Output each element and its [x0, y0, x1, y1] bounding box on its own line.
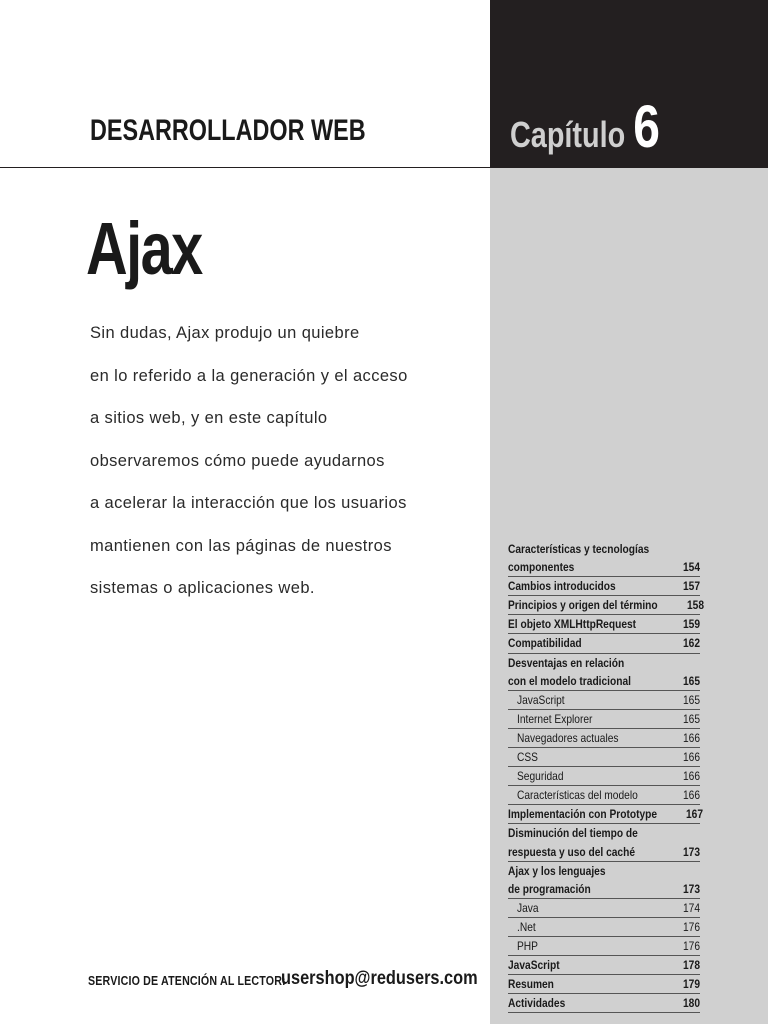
toc-entry-row — [508, 843, 700, 861]
chapter-intro — [90, 312, 470, 610]
toc-entry — [508, 691, 700, 710]
toc-entry-page: 176 — [682, 938, 700, 953]
toc-entry-text: Cambios introducidos — [508, 579, 616, 594]
toc-entry — [508, 729, 700, 748]
toc-entry-text: Características y tecnologías — [508, 542, 650, 556]
toc-entry-row — [517, 937, 700, 955]
toc-entry-row — [517, 729, 700, 747]
toc-entry-text: Desventajas en relación — [508, 655, 625, 670]
toc-entry-page: 166 — [682, 769, 700, 784]
toc-entry-text: Resumen — [508, 977, 554, 992]
toc-entry — [508, 805, 704, 824]
intro-line: a sitios web, y en este capítulo — [90, 409, 328, 427]
intro-line: sistemas o aplicaciones web. — [90, 579, 315, 597]
intro-line: mantienen con las páginas de nuestros — [90, 536, 392, 555]
toc-entry-page: 178 — [682, 958, 700, 973]
toc-entry-row — [508, 577, 700, 595]
toc-entry-row — [517, 899, 700, 917]
toc-entry-row — [517, 767, 700, 785]
toc-entry — [508, 937, 700, 956]
toc-entry-text: PHP — [517, 938, 538, 953]
toc-entry-row — [508, 975, 700, 993]
footer-label: SERVICIO DE ATENCIÓN AL LECTOR: — [88, 973, 286, 988]
toc-entry-page: 165 — [682, 673, 700, 688]
toc-entry-page: 162 — [682, 636, 700, 651]
toc-entry-text: Principios y origen del término — [508, 598, 658, 613]
table-of-contents — [508, 540, 705, 1013]
toc-entry-text: Características del modelo — [517, 788, 638, 803]
toc-entry-row — [508, 672, 700, 690]
toc-entry-text: CSS — [517, 750, 538, 765]
toc-entry-row — [508, 654, 700, 672]
toc-entry-row — [508, 540, 700, 558]
toc-entry-page: 174 — [682, 900, 700, 915]
toc-entry-text: respuesta y uso del caché — [508, 844, 635, 859]
toc-entry-page: 173 — [682, 881, 700, 896]
toc-entry — [508, 824, 700, 861]
toc-entry-row — [508, 862, 700, 880]
toc-entry — [508, 615, 700, 634]
toc-entry-text: Internet Explorer — [517, 711, 593, 726]
chapter-title: Ajax — [86, 207, 202, 290]
intro-line: en lo referido a la generación y el acceso — [90, 366, 408, 385]
toc-entry-text: Disminución del tiempo de — [508, 826, 638, 841]
reader-service-footer — [88, 968, 478, 990]
toc-entry-row — [508, 956, 700, 974]
toc-entry-text: componentes — [508, 560, 575, 575]
toc-entry — [508, 577, 700, 596]
toc-entry-page: 154 — [682, 560, 700, 575]
toc-entry-row — [508, 558, 700, 576]
toc-entry — [508, 956, 700, 975]
toc-entry-page: 158 — [687, 598, 705, 613]
toc-entry-row — [517, 691, 700, 709]
toc-entry-row — [508, 596, 705, 614]
intro-line: Sin dudas, Ajax produjo un quiebre — [90, 324, 360, 342]
toc-entry-row — [517, 748, 700, 766]
toc-entry-row — [517, 710, 700, 728]
toc-entry-text: JavaScript — [517, 692, 565, 707]
toc-entry-row — [517, 786, 700, 804]
toc-entry-text: Seguridad — [517, 769, 564, 784]
toc-entry-row — [508, 805, 704, 823]
toc-entry — [508, 748, 700, 767]
toc-entry-text: de programación — [508, 881, 591, 896]
toc-entry-text: Actividades — [508, 996, 566, 1011]
toc-entry-page: 167 — [686, 807, 704, 822]
toc-entry-text: El objeto XMLHttpRequest — [508, 617, 637, 632]
toc-entry-text: Navegadores actuales — [517, 730, 619, 745]
toc-entry — [508, 975, 700, 994]
toc-entry — [508, 596, 705, 615]
intro-line: a acelerar la interacción que los usuarios — [90, 494, 407, 512]
toc-entry — [508, 710, 700, 729]
toc-entry-text: con el modelo tradicional — [508, 673, 631, 688]
toc-entry — [508, 994, 700, 1013]
toc-entry-page: 165 — [682, 692, 700, 707]
toc-entry-page: 159 — [682, 617, 700, 632]
chapter-number: 6 — [633, 93, 660, 160]
toc-entry-row — [508, 634, 700, 652]
toc-entry-text: Implementación con Prototype — [508, 807, 658, 822]
toc-entry-page: 176 — [682, 919, 700, 934]
series-title: DESARROLLADOR WEB — [90, 114, 366, 147]
toc-entry-text: Ajax y los lenguajes — [508, 863, 606, 878]
toc-entry-text: Compatibilidad — [508, 636, 582, 651]
toc-entry — [508, 767, 700, 786]
toc-entry-page: 173 — [682, 844, 700, 859]
toc-entry-page: 180 — [682, 996, 700, 1011]
toc-entry — [508, 634, 700, 653]
toc-entry-row — [517, 918, 700, 936]
toc-entry-text: Java — [517, 900, 539, 915]
toc-entry-page: 179 — [682, 977, 700, 992]
chapter-word: Capítulo — [510, 114, 626, 155]
chapter-label — [510, 92, 660, 161]
toc-entry-text: JavaScript — [508, 958, 560, 973]
toc-entry — [508, 654, 700, 691]
toc-entry-row — [508, 880, 700, 898]
toc-entry-page: 166 — [682, 750, 700, 765]
intro-line: observaremos cómo puede ayudarnos — [90, 451, 385, 470]
toc-entry — [508, 918, 700, 937]
toc-entry-page: 166 — [682, 730, 700, 745]
toc-entry-row — [508, 824, 700, 842]
toc-entry-page: 157 — [682, 579, 700, 594]
toc-entry — [508, 899, 700, 918]
toc-entry — [508, 540, 700, 577]
toc-entry — [508, 862, 700, 899]
toc-entry-page: 166 — [682, 788, 700, 803]
toc-entry-text: .Net — [517, 919, 536, 934]
header-divider — [0, 167, 490, 168]
toc-entry-row — [508, 615, 700, 633]
toc-entry-page: 165 — [682, 711, 700, 726]
toc-entry-row — [508, 994, 700, 1012]
toc-entry — [508, 786, 700, 805]
footer-email: usershop@redusers.com — [281, 968, 478, 989]
